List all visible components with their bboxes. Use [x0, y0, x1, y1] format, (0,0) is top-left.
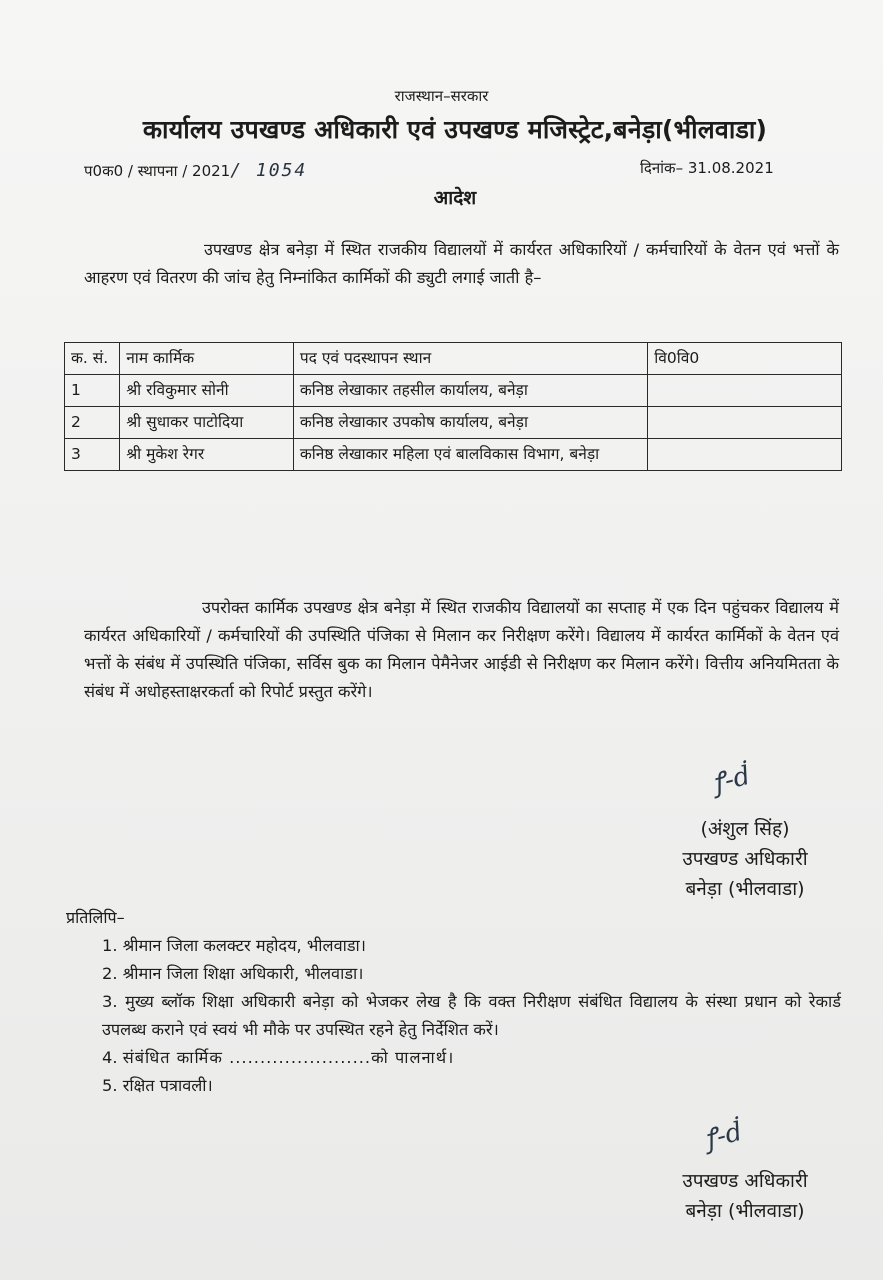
cell-name: श्री सुधाकर पाटोदिया — [120, 407, 294, 439]
item-text: रक्षित पत्रावली। — [122, 1076, 213, 1095]
handwritten-signature: ꝭ-ḋ — [701, 1116, 746, 1156]
signatory-designation: उपखण्ड अधिकारी — [682, 1170, 808, 1192]
cell-name: श्री रविकुमार सोनी — [120, 375, 294, 407]
handwritten-dispatch-number: / 1054 — [230, 160, 308, 181]
cell-remark — [648, 375, 842, 407]
signatory-place: बनेड़ा (भीलवाडा) — [685, 1200, 805, 1222]
copy-to-list — [96, 932, 841, 1100]
cell-post: कनिष्ठ लेखाकार तहसील कार्यालय, बनेड़ा — [293, 375, 647, 407]
list-item — [96, 988, 841, 1044]
cell-serial: 3 — [65, 439, 120, 471]
list-item — [96, 932, 841, 960]
table-row — [65, 407, 842, 439]
reference-prefix: प0क0 / स्थापना / 2021 — [84, 162, 231, 180]
column-header-name: नाम कार्मिक — [120, 343, 294, 375]
table-row — [65, 375, 842, 407]
signature-block — [640, 814, 850, 904]
order-date: दिनांक– 31.08.2021 — [640, 159, 774, 177]
office-title: कार्यालय उपखण्ड अधिकारी एवं उपखण्ड मजिस्ट्रेट,बनेड़ा(भीलवाडा) — [142, 115, 768, 144]
cell-name: श्री मुकेश रेगर — [120, 439, 294, 471]
cell-remark — [648, 439, 842, 471]
cell-post: कनिष्ठ लेखाकार महिला एवं बालविकास विभाग, बनेड़ा — [293, 439, 647, 471]
copy-to-heading: प्रतिलिपि– — [66, 908, 125, 927]
intro-paragraph: उपखण्ड क्षेत्र बनेड़ा में स्थित राजकीय विद्यालयों में कार्यरत अधिकारियों / कर्मचारियों के वेतन एवं भत्तों के आहरण एवं वितरण की जांच हेतु निम्नांकित कार्मिकों की ड्युटी लगाई जाती है– — [84, 240, 839, 287]
list-item — [96, 960, 841, 988]
list-item — [96, 1044, 841, 1072]
cell-remark — [648, 407, 842, 439]
state-government-heading: राजस्थान–सरकार — [394, 87, 489, 105]
item-number: 1. — [102, 936, 118, 955]
instructions-paragraph: उपरोक्त कार्मिक उपखण्ड क्षेत्र बनेड़ा में स्थित राजकीय विद्यालयों का सप्ताह में एक दिन पहुंचकर विद्यालय में कार्यरत अधिकारियों / कर्मचारियों की उपस्थिति पंजिका से मिलान कर निरीक्षण करेंगे। विद्यालय में कार्यरत कार्मिकों के वेतन एवं भत्तों के संबंध में उपस्थिति पंजिका, सर्विस बुक का मिलान पेमैनेजर आईडी से निरीक्षण कर मिलान करेंगे। वित्तीय अनियमितता के संबंध में अधोहस्ताक्षरकर्ता को रिपोर्ट प्रस्तुत करेंगे। — [84, 598, 839, 701]
item-text: संबंधित कार्मिक .......................को पालनार्थ। — [122, 1048, 455, 1067]
signatory-place: बनेड़ा (भीलवाडा) — [685, 878, 805, 900]
list-item — [96, 1072, 841, 1100]
item-number: 3. — [102, 992, 118, 1011]
item-number: 2. — [102, 964, 118, 983]
signatory-designation: उपखण्ड अधिकारी — [682, 848, 808, 870]
column-header-post: पद एवं पदस्थापन स्थान — [293, 343, 647, 375]
item-text: श्रीमान जिला कलक्टर महोदय, भीलवाडा। — [122, 936, 366, 955]
table-header-row — [65, 343, 842, 375]
column-header-serial: क. सं. — [65, 343, 120, 375]
item-number: 5. — [102, 1076, 118, 1095]
handwritten-signature: ꝭ-ḋ — [709, 760, 754, 800]
item-text: श्रीमान जिला शिक्षा अधिकारी, भीलवाडा। — [122, 964, 364, 983]
cell-serial: 1 — [65, 375, 120, 407]
staff-duty-table — [64, 342, 842, 471]
item-number: 4. — [102, 1048, 118, 1067]
table-row — [65, 439, 842, 471]
reference-number — [84, 160, 307, 181]
order-title: आदेश — [433, 187, 477, 209]
signature-block — [640, 1166, 850, 1226]
cell-post: कनिष्ठ लेखाकार उपकोष कार्यालय, बनेड़ा — [293, 407, 647, 439]
item-text: मुख्य ब्लॉक शिक्षा अधिकारी बनेड़ा को भेजकर लेख है कि वक्त निरीक्षण संबंधित विद्यालय के संस्था प्रधान को रेकार्ड उपलब्ध कराने एवं स्वयं भी मौके पर उपस्थित रहने हेतु निर्देशित करें। — [102, 992, 841, 1039]
cell-serial: 2 — [65, 407, 120, 439]
column-header-remark: वि0वि0 — [648, 343, 842, 375]
signatory-name: (अंशुल सिंह) — [700, 818, 790, 840]
